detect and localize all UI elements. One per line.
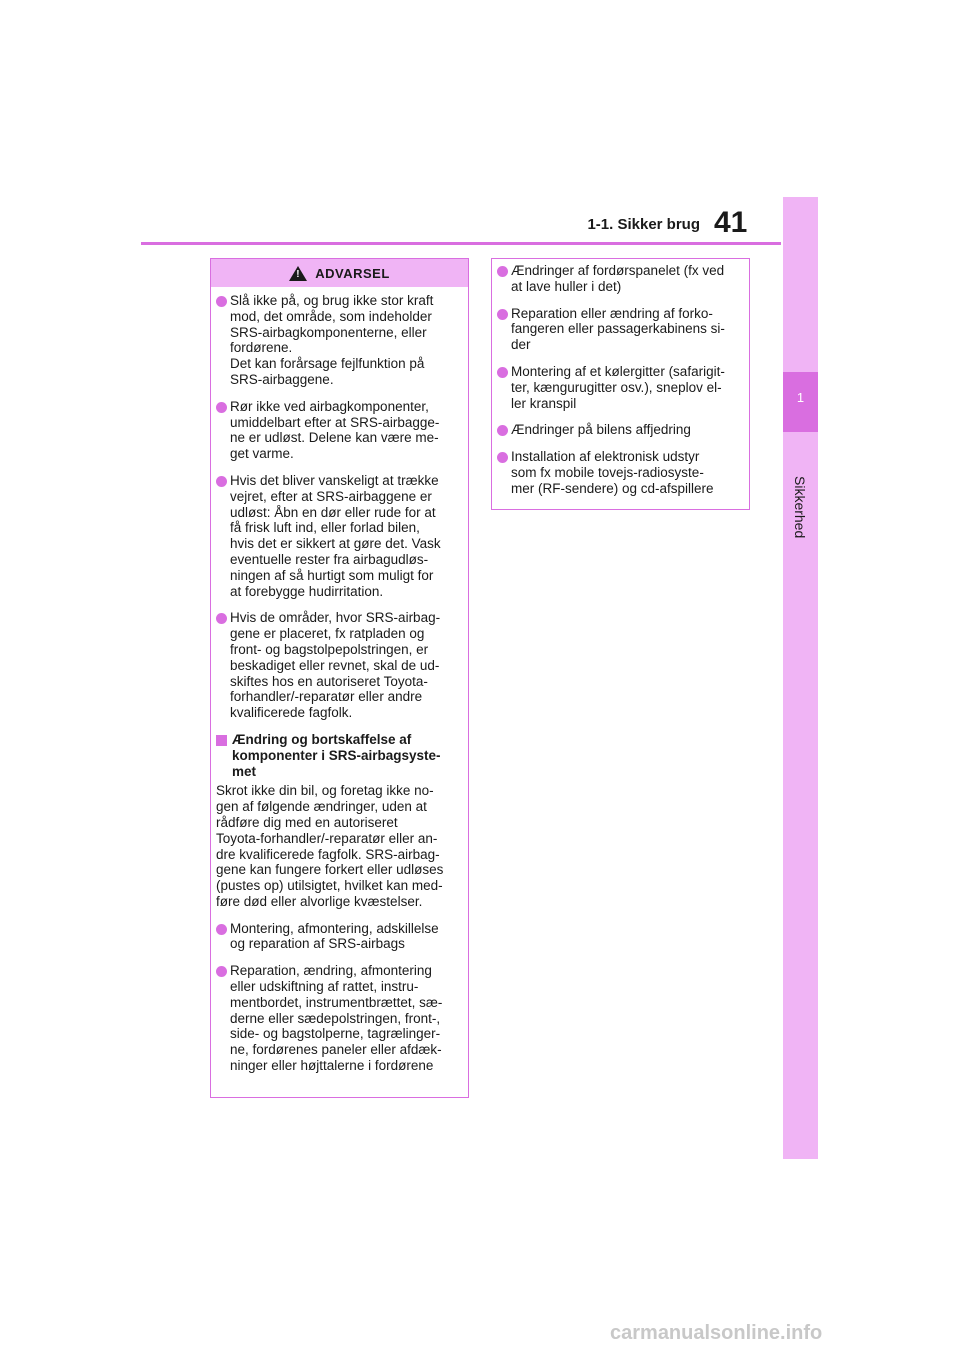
list-item: Hvis det bliver vanskeligt at trække vejret, efter at SRS-airbaggene er udløst: Åbn en dør eller rude for at få frisk luft ind, eller forlad bilen, hvis det er sikkert at gøre det. Vask eventuelle rester fra airbagudløs- ningen af så hurtigt som muligt for at forebygge hudirritation. [216, 473, 464, 599]
header-rule [141, 242, 781, 245]
list-item: Rør ikke ved airbagkomponenter, umiddelbart efter at SRS-airbagge- ne er udløst. Delene kan være me- get varme. [216, 399, 464, 462]
bullet-dot-icon [497, 452, 508, 463]
section-title: 1-1. Sikker brug [587, 216, 700, 233]
bullet-dot-icon [216, 476, 227, 487]
list-item: Ændringer af fordørspanelet (fx ved at lave huller i det) [497, 263, 745, 295]
list-item: Montering af et kølergitter (safarigit- ter, kængurugitter osv.), sneplov el- ler kranspil [497, 364, 745, 411]
list-item: Installation af elektronisk udstyr som fx mobile tovejs-radiosyste- mer (RF-sendere) og cd-afspillere [497, 449, 745, 496]
list-item: Reparation eller ændring af forko- fangeren eller passagerkabinens si- der [497, 306, 745, 353]
warning-box [210, 258, 469, 1098]
subheading: Ændring og bortskaffelse af komponenter i SRS-airbagsyste- met [216, 732, 464, 779]
chapter-number: 1 [796, 390, 805, 405]
watermark: carmanualsonline.info [610, 1322, 823, 1344]
bullet-dot-icon [497, 367, 508, 378]
bullet-dot-icon [497, 266, 508, 277]
warning-content-continued [492, 259, 749, 497]
list-item: Slå ikke på, og brug ikke stor kraft mod, det område, som indeholder SRS-airbagkomponenterne, eller fordørene. Det kan forårsage fejlfunktion på SRS-airbaggene. [216, 293, 464, 388]
list-item: Reparation, ændring, afmontering eller udskiftning af rattet, instru- mentbordet, instrumentbrættet, sæ- derne eller sædepolstringen, front-, side- og bagstolperne, tagrælinger- ne, fordørenes paneler eller afdæk- ninger eller højttalerne i fordørene [216, 963, 464, 1074]
bullet-dot-icon [497, 309, 508, 320]
bullet-dot-icon [497, 425, 508, 436]
bullet-dot-icon [216, 966, 227, 977]
bullet-dot-icon [216, 613, 227, 624]
bullet-dot-icon [216, 924, 227, 935]
list-item: Hvis de områder, hvor SRS-airbag- gene er placeret, fx ratpladen og front- og bagstolpepolstringen, er beskadiget eller revnet, skal de ud- skiftes hos en autoriseret Toyota- forhandler/-reparatør eller andre kvalificerede fagfolk. [216, 610, 464, 721]
warning-title: ADVARSEL [315, 265, 390, 281]
bullet-dot-icon [216, 296, 227, 307]
warning-box-continued [491, 258, 750, 510]
page-number: 41 [714, 206, 748, 239]
warning-content [211, 287, 468, 1074]
paragraph: Skrot ikke din bil, og foretag ikke no- gen af følgende ændringer, uden at rådføre dig med en autoriseret Toyota-forhandler/-reparatør eller an- dre kvalificerede fagfolk. SRS-airbag- gene kan fungere forkert eller udløses (pustes op) utilsigtet, hvilket kan med- føre død eller alvorlige kvæstelser. [216, 783, 444, 909]
warning-header [211, 259, 468, 287]
chapter-side-tab [783, 197, 818, 1159]
square-bullet-icon [216, 735, 227, 746]
list-item: Montering, afmontering, adskillelse og reparation af SRS-airbags [216, 921, 464, 953]
bullet-dot-icon [216, 402, 227, 413]
chapter-label: Sikkerhed [792, 476, 808, 539]
warning-triangle-icon: ! [289, 266, 307, 281]
list-item: Ændringer på bilens affjedring [497, 422, 745, 438]
